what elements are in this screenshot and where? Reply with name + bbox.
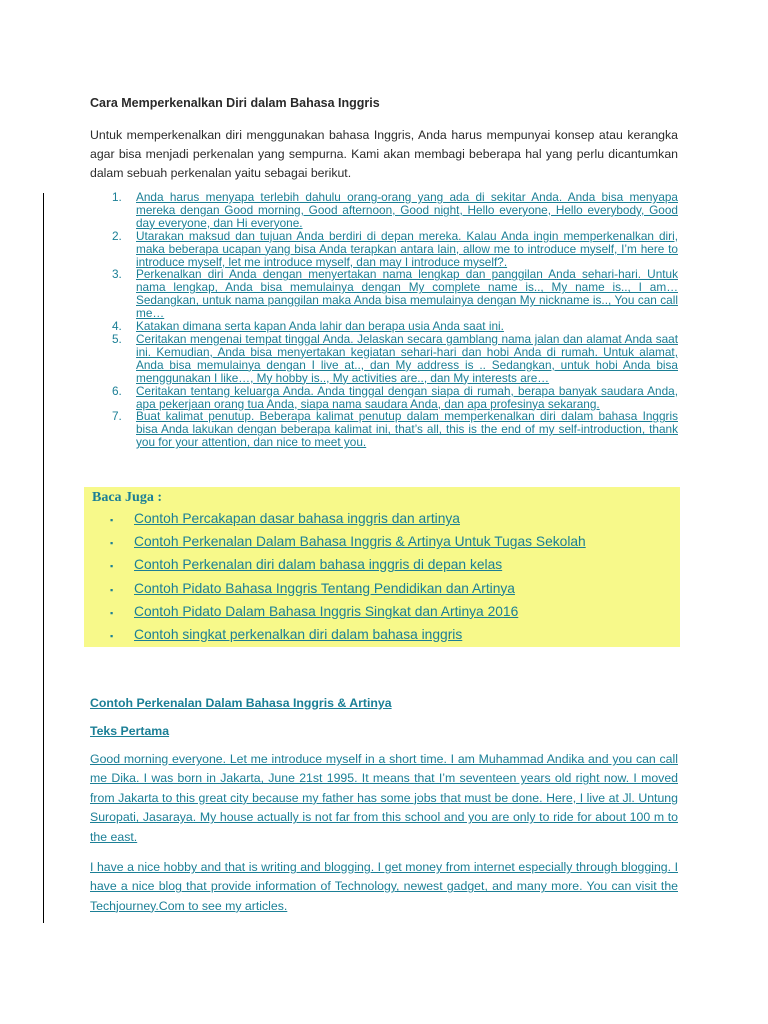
baca-juga-box <box>84 487 680 647</box>
step-item[interactable]: 7. Buat kalimat penutup. Beberapa kalimat penutup dalam memperkenalkan diri dalam bahasa Inggris bisa Anda lakukan dengan beberapa kalimat ini, that’s all, this is the end of my self-introduction, thank you for your attention, dan nice to meet you. <box>112 409 678 450</box>
section-title-link[interactable]: Contoh Perkenalan Dalam Bahasa Inggris & Artinya <box>90 696 392 710</box>
baca-juga-link[interactable]: ▪ Contoh Pidato Dalam Bahasa Inggris Singkat dan Artinya 2016 <box>110 604 586 627</box>
bullet-icon: ▪ <box>110 630 114 641</box>
baca-juga-title: Baca Juga : <box>92 490 162 505</box>
step-item[interactable]: 4. Katakan dimana serta kapan Anda lahir dan berapa usia Anda saat ini. <box>112 319 504 334</box>
bullet-icon: ▪ <box>110 607 114 618</box>
margin-line <box>43 193 44 923</box>
step-item[interactable]: 3. Perkenalkan diri Anda dengan menyertakan nama lengkap dan panggilan Anda sehari-hari. Untuk nama lengkap, Anda bisa memulainya dengan My complete name is.., My name is.., I am… Sedangkan, untuk nama panggilan maka Anda bisa memulainya dengan My nickname is.., You can call me… <box>112 267 678 321</box>
intro-paragraph: Untuk memperkenalkan diri menggunakan bahasa Inggris, Anda harus mempunyai konsep atau kerangka agar bisa menjadi perkenalan yang sempurna. Kami akan membagi beberapa hal yang perlu dicantumkan dalam sebuah perkenalan yaitu sebagai berikut. <box>90 128 678 180</box>
baca-juga-list <box>110 511 586 650</box>
baca-juga-link[interactable]: ▪ Contoh Perkenalan Dalam Bahasa Inggris & Artinya Untuk Tugas Sekolah <box>110 534 586 557</box>
example-paragraph-2[interactable]: I have a nice hobby and that is writing and blogging. I get money from internet especially through blogging. I have a nice blog that provide information of Technology, newest gadget, and many more. You can visit the Techjourney.Com to see my articles. <box>90 860 678 913</box>
baca-juga-link[interactable]: ▪ Contoh Perkenalan diri dalam bahasa inggris di depan kelas <box>110 557 586 580</box>
bullet-icon: ▪ <box>110 561 114 572</box>
baca-juga-link[interactable]: ▪ Contoh Percakapan dasar bahasa inggris dan artinya <box>110 511 586 534</box>
baca-juga-link[interactable]: ▪ Contoh singkat perkenalkan diri dalam bahasa inggris <box>110 627 586 650</box>
bullet-icon: ▪ <box>110 538 114 549</box>
step-item[interactable]: 1. Anda harus menyapa terlebih dahulu orang-orang yang ada di sekitar Anda. Anda bisa menyapa mereka dengan Good morning, Good afternoon, Good night, Hello everyone, Hello everybody, Good day everyone, dan Hi everyone. <box>112 190 678 230</box>
step-item[interactable]: 6. Ceritakan tentang keluarga Anda. Anda tinggal dengan siapa di rumah, berapa banyak saudara Anda, apa pekerjaan orang tua Anda, siapa nama saudara Anda, dan apa profesinya sekarang. <box>112 383 678 411</box>
steps-list <box>112 191 678 449</box>
page-title: Cara Memperkenalkan Diri dalam Bahasa Inggris <box>90 96 380 110</box>
bullet-icon: ▪ <box>110 515 114 525</box>
bullet-icon: ▪ <box>110 584 114 595</box>
example-paragraph-1[interactable]: Good morning everyone. Let me introduce myself in a short time. I am Muhammad Andika and you can call me Dika. I was born in Jakarta, June 21st 1995. It means that I’m seventeen years old right now. I moved from Jakarta to this great city because my father has some jobs that must be done. Here, I live at Jl. Untung Suropati, Jasaraya. My house actually is not far from this school and you are only to ride for about 100 m to the east. <box>90 752 678 844</box>
subsection-title-link[interactable]: Teks Pertama <box>90 724 170 738</box>
step-item[interactable]: 5. Ceritakan mengenai tempat tinggal Anda. Jelaskan secara gamblang nama jalan dan alamat Anda saat ini. Kemudian, Anda bisa menyertakan kegiatan sehari-hari dan hobi Anda di rumah. Untuk alamat, Anda bisa memulainya dengan I live at.., dan My address is .. Sedangkan, untuk hobi Anda bisa menggunakan I like…, My hobby is.., My activities are.., dan My interests are… <box>112 331 678 385</box>
step-item[interactable]: 2. Utarakan maksud dan tujuan Anda berdiri di depan mereka. Kalau Anda ingin memperkenalkan diri, maka beberapa ucapan yang bisa Anda terapkan antara lain, allow me to introduce myself, I’m here to introduce myself, let me introduce myself, dan may I introduce myself?. <box>112 228 678 269</box>
baca-juga-link[interactable]: ▪ Contoh Pidato Bahasa Inggris Tentang Pendidikan dan Artinya <box>110 581 586 604</box>
